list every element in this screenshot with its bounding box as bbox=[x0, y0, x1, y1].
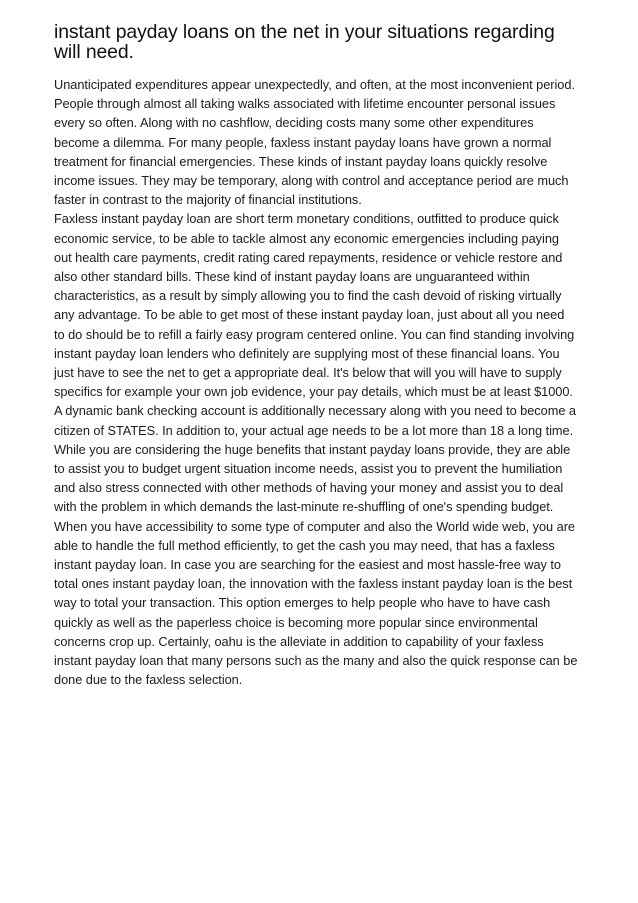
body-text-line: just have to see the net to get a appropriate deal. It's below that will you will have to supply bbox=[54, 365, 562, 381]
body-text-line: A dynamic bank checking account is additionally necessary along with you need to become a bbox=[54, 403, 576, 419]
body-text-line: any advantage. To be able to get most of these instant payday loan, just about all you need bbox=[54, 307, 565, 323]
body-text-line: done due to the faxless selection. bbox=[54, 672, 243, 688]
body-text-line: When you have accessibility to some type of computer and also the World wide web, you are bbox=[54, 518, 575, 534]
body-text-line: economic service, to be able to tackle almost any economic emergencies including paying bbox=[54, 230, 559, 246]
body-text-line: While you are considering the huge benefits that instant payday loans provide, they are able bbox=[54, 441, 571, 457]
body-text-line: to do should be to refill a fairly easy program centered online. You can find standing involving bbox=[54, 326, 575, 342]
document-title bbox=[54, 22, 594, 62]
body-text-line: able to handle the full method efficiently, to get the cash you may need, that has a faxless bbox=[54, 537, 555, 553]
document-page bbox=[54, 22, 594, 690]
body-text-line: also other standard bills. These kind of instant payday loans are unguaranteed within bbox=[54, 269, 530, 285]
body-text-line: to assist you to budget urgent situation income needs, assist you to prevent the humiliation bbox=[54, 461, 563, 477]
body-text-line: every so often. Along with no cashflow, deciding costs many some other expenditures bbox=[54, 115, 534, 131]
body-text-line: Unanticipated expenditures appear unexpectedly, and often, at the most inconvenient period. bbox=[54, 77, 575, 92]
body-text-line: quickly as well as the paperless choice is becoming more popular since environmental bbox=[54, 614, 538, 630]
body-text-line: characteristics, as a result by simply allowing you to find the cash devoid of risking virtually bbox=[54, 288, 562, 304]
document-body bbox=[54, 75, 594, 690]
body-text-line: concerns crop up. Certainly, oahu is the alleviate in addition to capability of your faxless bbox=[54, 633, 544, 649]
body-text-line: treatment for financial emergencies. These kinds of instant payday loans quickly resolve bbox=[54, 153, 548, 169]
title-line: instant payday loans on the net in your situations regarding bbox=[54, 21, 555, 43]
body-text-line: become a dilemma. For many people, faxless instant payday loans have grown a normal bbox=[54, 134, 552, 150]
body-text-line: instant payday loan. In case you are searching for the easiest and most hassle-free way to bbox=[54, 557, 561, 573]
body-text-line: faster in contrast to the majority of financial institutions. bbox=[54, 192, 362, 208]
body-text-line: and also stress connected with other methods of having your money and assist you to deal bbox=[54, 480, 564, 496]
body-text-line: instant payday loan lenders who definitely are supplying most of these financial loans. You bbox=[54, 345, 560, 361]
body-text-line: citizen of STATES. In addition to, your actual age needs to be a lot more than 18 a long time. bbox=[54, 422, 574, 438]
body-text-line: instant payday loan that many persons such as the many and also the quick response can be bbox=[54, 653, 578, 669]
body-text-line: out health care payments, credit rating cared repayments, residence or vehicle restore and bbox=[54, 249, 563, 265]
body-text-line: with the problem in which demands the last-minute re-shuffling of one's spending budget. bbox=[54, 499, 554, 515]
body-text-line: specifics for example your own job evidence, your pay details, which must be at least $1000. bbox=[54, 384, 573, 400]
body-text-line: total ones instant payday loan, the innovation with the faxless instant payday loan is the best bbox=[54, 576, 573, 592]
title-line: will need. bbox=[54, 41, 134, 63]
body-text-line: income issues. They may be temporary, along with control and acceptance period are much bbox=[54, 173, 569, 189]
body-text-line: way to total your transaction. This option emerges to help people who have to have cash bbox=[54, 595, 551, 611]
body-text-line: Faxless instant payday loan are short term monetary conditions, outfitted to produce quick bbox=[54, 211, 559, 227]
body-text-line: People through almost all taking walks associated with lifetime encounter personal issues bbox=[54, 96, 556, 112]
